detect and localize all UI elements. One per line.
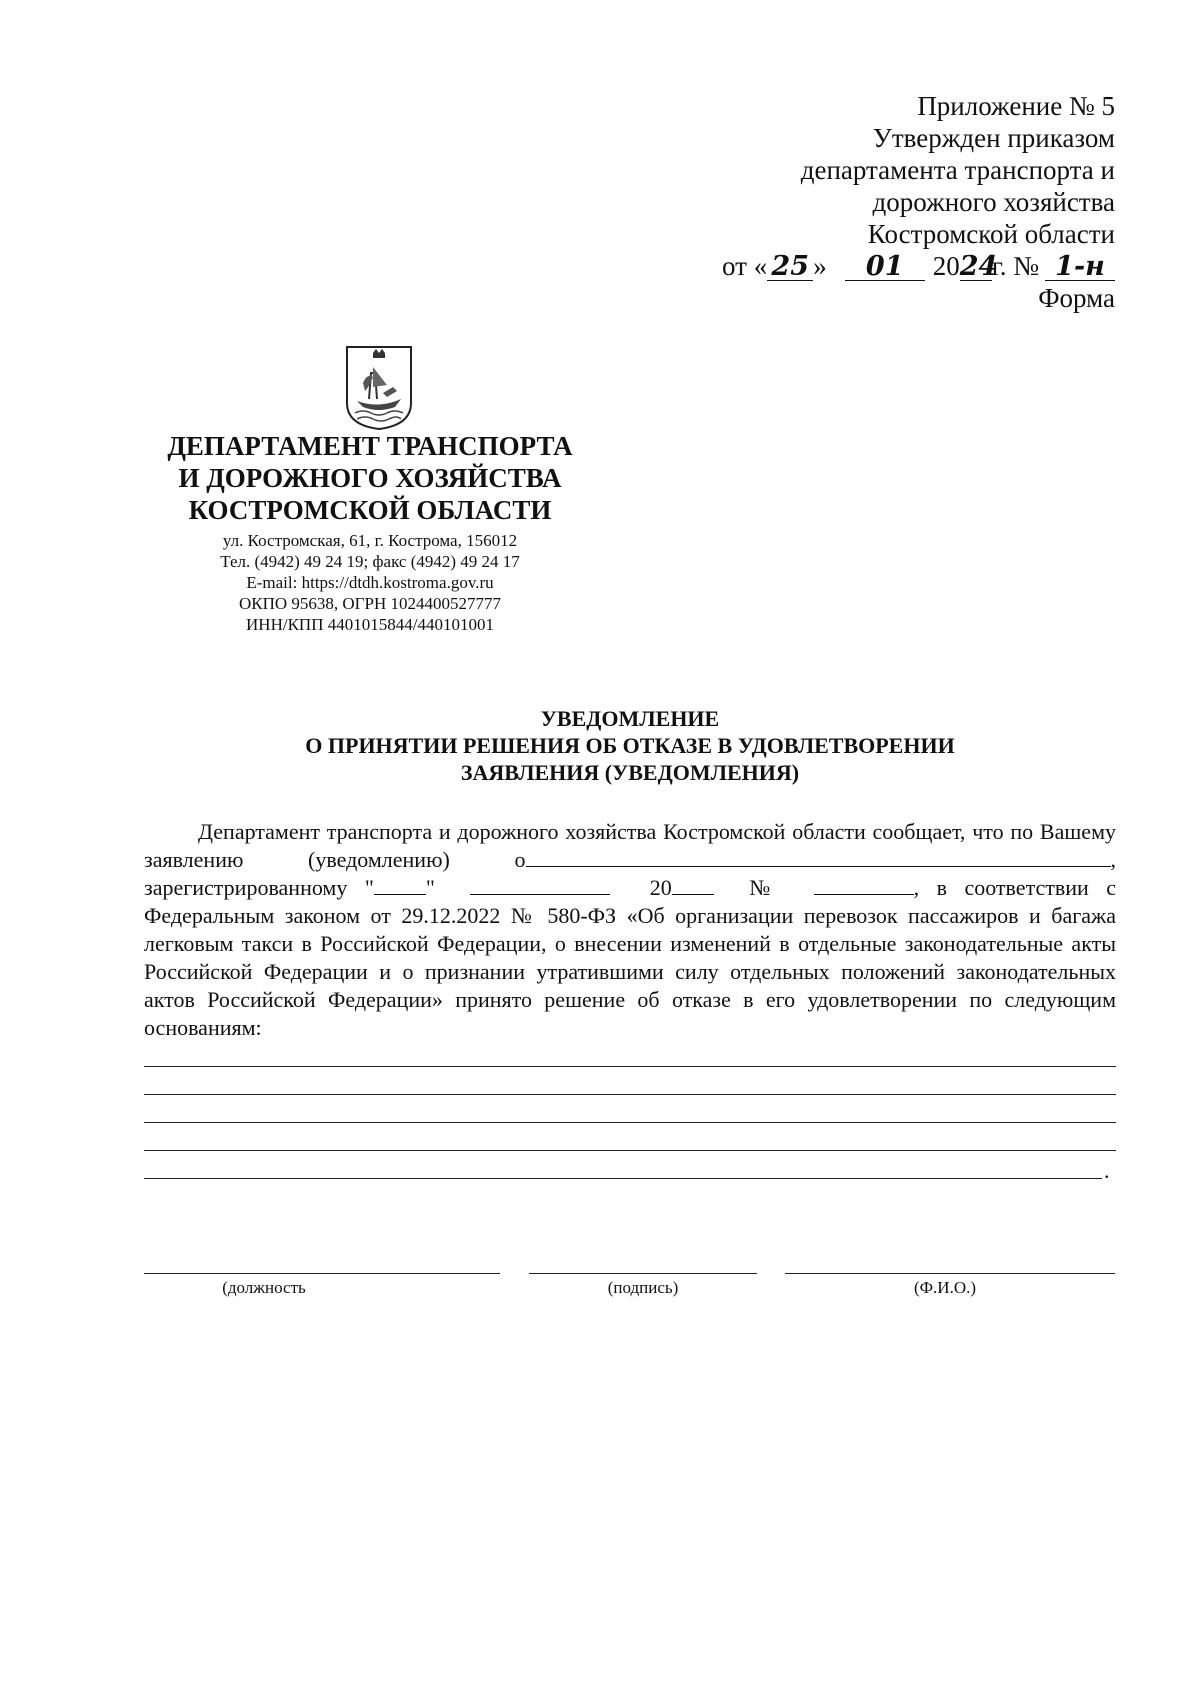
signature-line[interactable]	[529, 1273, 757, 1274]
comma: ,	[1110, 847, 1116, 872]
notice-title	[130, 705, 1130, 786]
grounds-line-5[interactable]	[144, 1178, 1102, 1179]
order-day: 25	[767, 254, 813, 281]
notice-title-line-1: УВЕДОМЛЕНИЕ	[540, 706, 720, 731]
department-okpo: ОКПО 95638, ОГРН 1024400527777	[238, 594, 501, 613]
registration-day-field[interactable]	[374, 874, 426, 895]
appendix-label: Приложение № 5	[917, 91, 1115, 121]
application-subject-field[interactable]	[526, 846, 1111, 867]
order-date-line	[722, 250, 1115, 282]
department-header	[145, 430, 595, 635]
position-label: (должность	[222, 1278, 306, 1297]
kostroma-coat-of-arms	[343, 343, 415, 431]
position-signature-line[interactable]	[144, 1273, 500, 1274]
registration-number-field[interactable]	[814, 874, 914, 895]
form-label: Форма	[1038, 283, 1115, 313]
approved-dept-line: департамента транспорта и	[800, 155, 1115, 185]
order-year-suffix: 24	[959, 251, 998, 282]
order-month: 01	[845, 254, 925, 281]
registered-label: зарегистрированному "	[144, 875, 374, 900]
number-sign: №	[749, 875, 783, 900]
grounds-line-4[interactable]	[144, 1150, 1116, 1151]
full-name-signature-line[interactable]	[785, 1273, 1115, 1274]
department-name-line-2: И ДОРОЖНОГО ХОЗЯЙСТВА	[178, 463, 562, 493]
order-year-prefix: 20	[932, 251, 960, 281]
approved-by-order: Утвержден приказом	[872, 123, 1115, 153]
date-prefix: от «	[722, 251, 768, 281]
body-legal-basis: , в соответствии с Федеральным законом от 29.12.2022 № 580-ФЗ «Об организации перевозок пассажиров и багажа легковым такси в Российской Федерации, о внесении изменений в отдельные законодательные акты Российской Федерации и о признании утратившими силу отдельных положений законодательных актов Российской Федерации» принято решение об отказе в его удовлетворении по следующим основаниям:	[144, 875, 1117, 1040]
registration-year-prefix: 20	[649, 875, 672, 900]
quote-close: "	[425, 875, 435, 900]
notice-title-line-2: О ПРИНЯТИИ РЕШЕНИЯ ОБ ОТКАЗЕ В УДОВЛЕТВОРЕНИИ	[305, 733, 955, 758]
grounds-end-period: .	[1104, 1158, 1110, 1183]
registration-year-field[interactable]	[672, 874, 714, 895]
department-name-line-1: ДЕПАРТАМЕНТ ТРАНСПОРТА	[167, 431, 573, 461]
registration-month-field[interactable]	[470, 874, 610, 895]
grounds-line-2[interactable]	[144, 1094, 1116, 1095]
full-name-label: (Ф.И.О.)	[913, 1278, 977, 1297]
notice-title-line-3: ЗАЯВЛЕНИЯ (УВЕДОМЛЕНИЯ)	[460, 760, 800, 785]
department-name-line-3: КОСТРОМСКОЙ ОБЛАСТИ	[188, 495, 552, 525]
grounds-line-3[interactable]	[144, 1122, 1116, 1123]
signature-label: (подпись)	[607, 1278, 679, 1297]
department-inn: ИНН/КПП 4401015844/440101001	[246, 615, 494, 634]
department-phone: Тел. (4942) 49 24 19; факс (4942) 49 24 17	[220, 552, 520, 571]
order-number-label: г. №	[991, 251, 1039, 281]
approved-dept-line-2: дорожного хозяйства	[872, 187, 1115, 217]
order-number: 1-н	[1045, 254, 1115, 281]
notice-body	[144, 818, 1116, 1042]
grounds-line-1[interactable]	[144, 1066, 1116, 1067]
department-address: ул. Костромская, 61, г. Кострома, 156012	[222, 531, 518, 550]
approved-region-line: Костромской области	[867, 219, 1115, 249]
department-email: E-mail: https://dtdh.kostroma.gov.ru	[246, 573, 494, 592]
date-sep: »	[813, 251, 827, 281]
body-intro: Департамент транспорта и дорожного хозяйства Костромской области сообщает, что по Вашему заявлению (уведомлению) о	[144, 819, 1116, 872]
approval-block	[722, 90, 1115, 314]
